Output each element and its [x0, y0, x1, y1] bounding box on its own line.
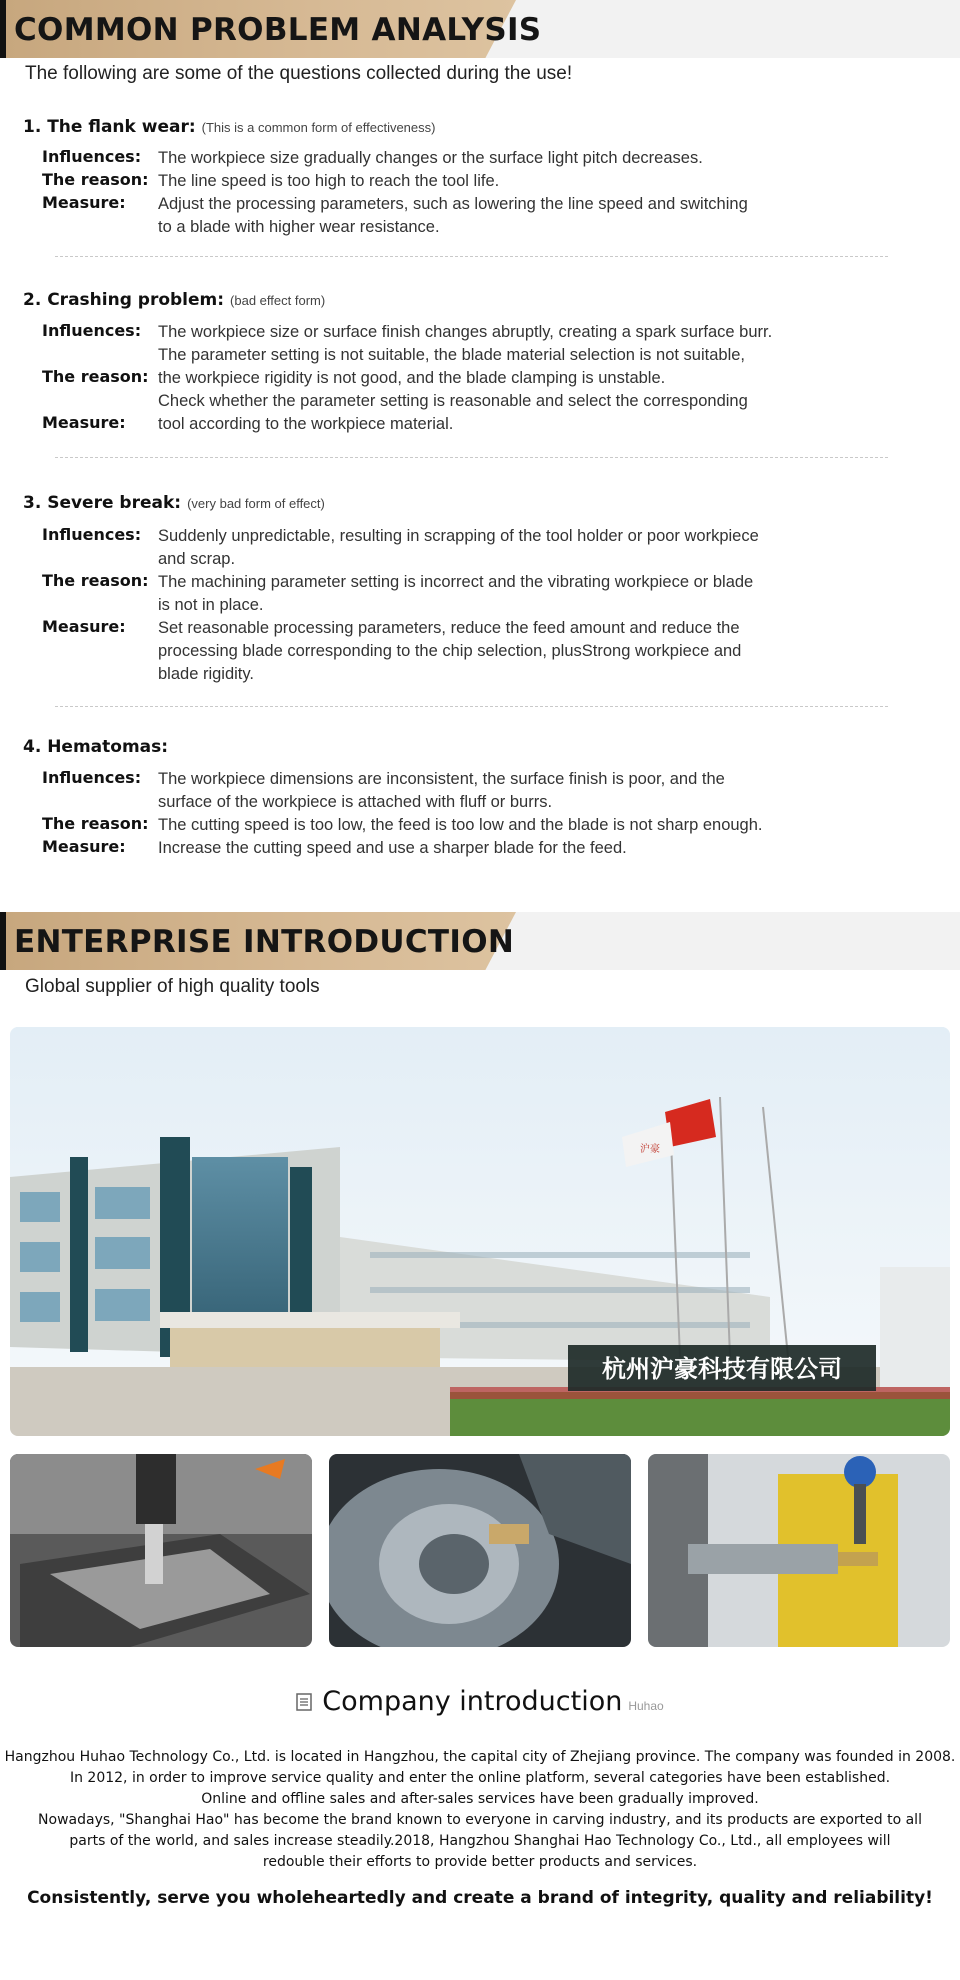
row-label: Influences:	[42, 147, 142, 166]
row-label: Influences:	[42, 321, 142, 340]
section-title: COMMON PROBLEM ANALYSIS	[14, 12, 542, 48]
flag-logo: 沪豪	[640, 1144, 660, 1155]
row-label: The reason:	[42, 814, 149, 833]
turning-illustration	[329, 1454, 631, 1647]
intro-paragraph-line: redouble their efforts to provide better products and services.	[262, 1854, 698, 1870]
row-label: Influences:	[42, 768, 142, 787]
intro-paragraph-line: Online and offline sales and after-sales services have been gradually improved.	[201, 1791, 759, 1807]
problem-note: (bad effect form)	[230, 293, 326, 308]
factory-sign: 杭州沪豪科技有限公司	[602, 1355, 842, 1383]
section-subtitle: Global supplier of high quality tools	[25, 976, 320, 997]
row-value: Set reasonable processing parameters, reduce the feed amount and reduce the processing blade corresponding to the chip selection, plusStrong workpiece and blade rigidity.	[158, 619, 742, 683]
problem-title: 2. Crashing problem: (bad effect form)	[23, 290, 326, 310]
company-slogan: Consistently, serve you wholeheartedly and create a brand of integrity, quality and reliability!	[27, 1888, 933, 1908]
intro-paragraph-line: Hangzhou Huhao Technology Co., Ltd. is located in Hangzhou, the capital city of Zhejiang province. The company was founded in 2008.	[4, 1749, 956, 1765]
milling-cutter-photo	[10, 1454, 312, 1647]
row-label: The reason:	[42, 367, 149, 386]
dashed-divider	[55, 256, 888, 257]
section-banner-problem-analysis	[0, 0, 960, 58]
dashed-divider	[55, 457, 888, 458]
row-value: The workpiece dimensions are inconsistent, the surface finish is poor, and the surface of the workpiece is attached with fluff or burrs.	[158, 770, 725, 811]
banner-dark-bar	[0, 0, 6, 58]
row-label: The reason:	[42, 170, 149, 189]
row-label: Influences:	[42, 525, 142, 544]
row-label: Measure:	[42, 413, 126, 432]
intro-paragraph-line: Nowadays, "Shanghai Hao" has become the brand known to everyone in carving industry, and its products are exported to all	[38, 1812, 922, 1828]
row-value: The parameter setting is not suitable, the blade material selection is not suitable, the workpiece rigidity is not good, and the blade clamping is unstable.	[158, 346, 745, 387]
row-value: Increase the cutting speed and use a sharper blade for the feed.	[158, 839, 627, 857]
problem-note: (This is a common form of effectiveness)	[201, 120, 436, 135]
row-value: Suddenly unpredictable, resulting in scrapping of the tool holder or poor workpiece and scrap.	[158, 527, 759, 568]
milling-illustration	[10, 1454, 312, 1647]
row-label: Measure:	[42, 193, 126, 212]
turning-tool-photo	[329, 1454, 631, 1647]
row-value: Check whether the parameter setting is reasonable and select the corresponding tool according to the workpiece material.	[158, 392, 748, 433]
intro-paragraph-line: In 2012, in order to improve service quality and enter the online platform, several categories have been established.	[69, 1770, 891, 1786]
factory-illustration	[10, 1027, 950, 1436]
company-intro-title: Company introduction	[322, 1686, 623, 1717]
dashed-divider	[55, 706, 888, 707]
document-icon	[296, 1687, 312, 1718]
row-label: Measure:	[42, 617, 126, 636]
row-label: Measure:	[42, 837, 126, 856]
lathe-illustration	[648, 1454, 950, 1647]
banner-dark-bar	[0, 912, 6, 970]
problem-title: 3. Severe break: (very bad form of effect)	[23, 493, 325, 513]
problem-title: 4. Hematomas:	[23, 737, 169, 757]
factory-photo	[10, 1027, 950, 1436]
row-value: The workpiece size gradually changes or the surface light pitch decreases.	[158, 149, 703, 167]
problem-title: 1. The flank wear: (This is a common form of effectiveness)	[23, 117, 436, 137]
row-value: The workpiece size or surface finish changes abruptly, creating a spark surface burr.	[158, 323, 773, 341]
section-subtitle: The following are some of the questions collected during the use!	[25, 63, 573, 84]
row-value: The machining parameter setting is incorrect and the vibrating workpiece or blade is not in place.	[158, 573, 754, 614]
section-title: ENTERPRISE INTRODUCTION	[14, 924, 515, 960]
company-intro-heading	[0, 1686, 960, 1718]
section-banner-enterprise-introduction	[0, 912, 960, 970]
problem-note: (very bad form of effect)	[187, 496, 325, 511]
row-value: The line speed is too high to reach the tool life.	[158, 172, 500, 190]
row-value: The cutting speed is too low, the feed is too low and the blade is not sharp enough.	[158, 816, 763, 834]
company-intro-small: Huhao	[628, 1699, 664, 1713]
row-value: Adjust the processing parameters, such as lowering the line speed and switching to a blade with higher wear resistance.	[158, 195, 748, 236]
lathe-photo	[648, 1454, 950, 1647]
intro-paragraph-line: parts of the world, and sales increase steadily.2018, Hangzhou Shanghai Hao Technology Co., Ltd., all employees will	[69, 1833, 891, 1849]
row-label: The reason:	[42, 571, 149, 590]
